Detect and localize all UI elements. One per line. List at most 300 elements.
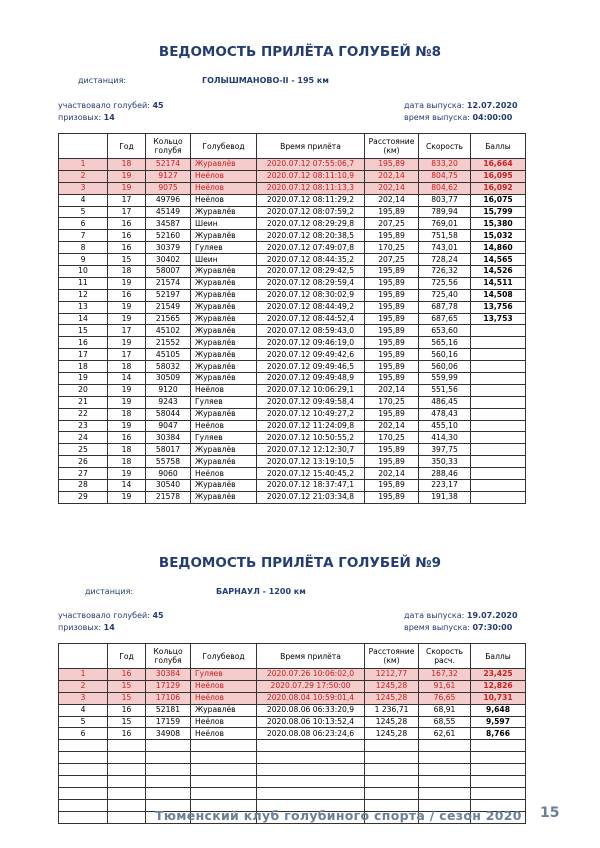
race8-header-col-speed: Скорость [419, 134, 471, 159]
race8-cell-col-distance: 170,25 [365, 432, 419, 444]
race9-cell-col-speed: 167,32 [419, 669, 471, 681]
race8-cell-col-arrival: 2020.07.12 21:03:34,8 [257, 491, 365, 503]
race8-cell-col-arrival: 2020.07.12 13:19:10,5 [257, 456, 365, 468]
race8-cell-col-arrival: 2020.07.12 10:49:27,2 [257, 408, 365, 420]
race8-cell-col-points [471, 349, 526, 361]
race9-empty-cell [59, 799, 108, 811]
race8-cell-col-year: 16 [108, 230, 146, 242]
race8-cell-col-points: 16,092 [471, 182, 526, 194]
race8-cell-col-year: 18 [108, 361, 146, 373]
race8-cell-col-distance: 195,89 [365, 456, 419, 468]
race8-cell-col-speed: 478,43 [419, 408, 471, 420]
race9-cell-col-breeder: Гуляев [191, 669, 257, 681]
race8-cell-col-speed: 223,17 [419, 480, 471, 492]
race8-cell-col-breeder: Журавлёв [191, 361, 257, 373]
race9-empty-cell [257, 776, 365, 788]
race8-cell-col-rank: 8 [59, 242, 108, 254]
race8-cell-col-distance: 195,89 [365, 313, 419, 325]
table-row [59, 182, 526, 194]
race8-cell-col-year: 17 [108, 194, 146, 206]
table-row [59, 313, 526, 325]
race8-cell-col-distance: 195,89 [365, 277, 419, 289]
race8-cell-col-ring: 30540 [146, 480, 191, 492]
race8-cell-col-ring: 21565 [146, 313, 191, 325]
race8-cell-col-speed: 728,24 [419, 254, 471, 266]
race9-cell-col-ring: 30384 [146, 669, 191, 681]
race8-cell-col-year: 17 [108, 349, 146, 361]
race9-cell-col-speed: 76,65 [419, 692, 471, 704]
empty-row [59, 787, 526, 799]
table-row [59, 206, 526, 218]
race8-cell-col-distance: 195,89 [365, 491, 419, 503]
race8-cell-col-speed: 687,78 [419, 301, 471, 313]
race8-cell-col-distance: 207,25 [365, 254, 419, 266]
race9-empty-cell [108, 799, 146, 811]
race8-cell-col-speed: 726,32 [419, 266, 471, 278]
race8-cell-col-points: 15,799 [471, 206, 526, 218]
race8-cell-col-speed: 743,01 [419, 242, 471, 254]
race8-cell-col-arrival: 2020.07.12 09:49:46,5 [257, 361, 365, 373]
race8-cell-col-rank: 24 [59, 432, 108, 444]
race9-cell-col-rank: 3 [59, 692, 108, 704]
table-row [59, 230, 526, 242]
race8-cell-col-ring: 58007 [146, 266, 191, 278]
table-row [59, 301, 526, 313]
race8-cell-col-ring: 52174 [146, 159, 191, 171]
race9-empty-cell [108, 776, 146, 788]
race8-prize: призовых: 14 [58, 113, 115, 122]
table-row [59, 692, 526, 704]
race8-cell-col-rank: 16 [59, 337, 108, 349]
race8-cell-col-ring: 9047 [146, 420, 191, 432]
race8-cell-col-year: 19 [108, 384, 146, 396]
race9-cell-col-rank: 2 [59, 680, 108, 692]
race9-header-row [59, 644, 526, 669]
race8-cell-col-breeder: Журавлёв [191, 491, 257, 503]
race9-empty-cell [365, 776, 419, 788]
race8-cell-col-points [471, 408, 526, 420]
footer-text: Тюменский клуб голубиного спорта / сезон 2020 [155, 808, 522, 823]
table-row [59, 680, 526, 692]
race9-empty-cell [471, 787, 526, 799]
race8-cell-col-rank: 15 [59, 325, 108, 337]
race8-cell-col-points [471, 468, 526, 480]
race8-cell-col-rank: 5 [59, 206, 108, 218]
race8-cell-col-year: 16 [108, 218, 146, 230]
race8-release-date: дата выпуска: 12.07.2020 [404, 101, 518, 110]
race8-cell-col-year: 19 [108, 420, 146, 432]
race8-cell-col-points [471, 325, 526, 337]
race8-header-row [59, 134, 526, 159]
race9-empty-cell [59, 740, 108, 752]
race8-cell-col-year: 17 [108, 325, 146, 337]
race9-cell-col-distance: 1212,77 [365, 669, 419, 681]
race8-cell-col-rank: 4 [59, 194, 108, 206]
race9-cell-col-breeder: Журавлёв [191, 704, 257, 716]
empty-row [59, 776, 526, 788]
race8-cell-col-distance: 195,89 [365, 301, 419, 313]
race8-cell-col-rank: 2 [59, 170, 108, 182]
race8-cell-col-distance: 195,89 [365, 337, 419, 349]
race8-cell-col-distance: 202,14 [365, 468, 419, 480]
race8-cell-col-speed: 803,77 [419, 194, 471, 206]
race8-distance-value: ГОЛЫШМАНОВО-II - 195 км [202, 76, 329, 85]
race8-cell-col-points [471, 337, 526, 349]
empty-row [59, 740, 526, 752]
race8-cell-col-speed: 565,16 [419, 337, 471, 349]
race8-cell-col-rank: 28 [59, 480, 108, 492]
race9-empty-cell [471, 752, 526, 764]
race8-cell-col-year: 18 [108, 444, 146, 456]
table-row [59, 669, 526, 681]
race8-cell-col-distance: 195,89 [365, 373, 419, 385]
race8-cell-col-points: 14,511 [471, 277, 526, 289]
race8-cell-col-distance: 195,89 [365, 206, 419, 218]
race9-cell-col-year: 15 [108, 692, 146, 704]
race9-empty-cell [419, 764, 471, 776]
race8-cell-col-breeder: Неёлов [191, 468, 257, 480]
race9-cell-col-arrival: 2020.07.26 10:06:02,0 [257, 669, 365, 681]
table-row [59, 456, 526, 468]
race8-cell-col-ring: 21574 [146, 277, 191, 289]
race8-cell-col-points: 16,075 [471, 194, 526, 206]
race9-empty-cell [365, 752, 419, 764]
race8-cell-col-speed: 559,99 [419, 373, 471, 385]
race9-distance-label: дистанция: [85, 587, 134, 596]
race9-prize: призовых: 14 [58, 623, 115, 632]
race8-distance-label: дистанция: [78, 76, 127, 85]
race8-cell-col-points: 13,753 [471, 313, 526, 325]
race8-cell-col-ring: 30402 [146, 254, 191, 266]
race9-empty-cell [257, 740, 365, 752]
race8-cell-col-arrival: 2020.07.12 08:11:29,2 [257, 194, 365, 206]
race8-cell-col-points [471, 456, 526, 468]
race8-cell-col-rank: 3 [59, 182, 108, 194]
race8-cell-col-speed: 397,75 [419, 444, 471, 456]
table-row [59, 373, 526, 385]
race8-cell-col-speed: 560,06 [419, 361, 471, 373]
race8-cell-col-rank: 26 [59, 456, 108, 468]
race9-empty-cell [257, 787, 365, 799]
race8-cell-col-points [471, 491, 526, 503]
race9-cell-col-rank: 6 [59, 728, 108, 740]
race9-empty-cell [108, 752, 146, 764]
race8-cell-col-points [471, 373, 526, 385]
race9-cell-col-breeder: Неёлов [191, 692, 257, 704]
table-row [59, 349, 526, 361]
race9-cell-col-ring: 17106 [146, 692, 191, 704]
race9-empty-cell [191, 764, 257, 776]
race8-cell-col-ring: 45102 [146, 325, 191, 337]
race9-empty-cell [257, 764, 365, 776]
table-row [59, 728, 526, 740]
race9-empty-cell [191, 752, 257, 764]
race8-cell-col-points: 13,756 [471, 301, 526, 313]
race8-cell-col-rank: 27 [59, 468, 108, 480]
race8-cell-col-breeder: Журавлёв [191, 206, 257, 218]
race8-cell-col-arrival: 2020.07.12 09:49:58,4 [257, 396, 365, 408]
race8-cell-col-ring: 21578 [146, 491, 191, 503]
race9-cell-col-points: 10,731 [471, 692, 526, 704]
race9-cell-col-arrival: 2020.08.08 06:23:24,6 [257, 728, 365, 740]
race9-cell-col-points: 9,648 [471, 704, 526, 716]
race8-cell-col-points: 15,032 [471, 230, 526, 242]
table-row [59, 361, 526, 373]
table-row [59, 277, 526, 289]
race8-cell-col-ring: 30509 [146, 373, 191, 385]
race8-cell-col-breeder: Журавлёв [191, 289, 257, 301]
race9-empty-cell [108, 764, 146, 776]
race8-cell-col-rank: 13 [59, 301, 108, 313]
race8-cell-col-rank: 7 [59, 230, 108, 242]
race8-cell-col-ring: 45149 [146, 206, 191, 218]
race8-header-col-ring: Кольцо голубя [146, 134, 191, 159]
race9-empty-cell [108, 740, 146, 752]
table-row [59, 408, 526, 420]
race8-cell-col-speed: 687,65 [419, 313, 471, 325]
race8-cell-col-breeder: Гуляев [191, 242, 257, 254]
race9-empty-cell [146, 787, 191, 799]
race8-cell-col-ring: 9060 [146, 468, 191, 480]
race9-empty-cell [471, 764, 526, 776]
race8-cell-col-year: 18 [108, 408, 146, 420]
race8-cell-col-breeder: Журавлёв [191, 301, 257, 313]
race8-cell-col-ring: 58032 [146, 361, 191, 373]
race8-cell-col-arrival: 2020.07.12 08:29:42,5 [257, 266, 365, 278]
race9-cell-col-points: 8,766 [471, 728, 526, 740]
race8-cell-col-arrival: 2020.07.12 12:12:30,7 [257, 444, 365, 456]
race8-cell-col-arrival: 2020.07.12 07:49:07,8 [257, 242, 365, 254]
race8-cell-col-rank: 18 [59, 361, 108, 373]
table-row [59, 242, 526, 254]
race9-empty-cell [365, 787, 419, 799]
race9-release-date: дата выпуска: 19.07.2020 [404, 611, 518, 620]
race8-cell-col-breeder: Журавлёв [191, 444, 257, 456]
race8-cell-col-distance: 195,89 [365, 408, 419, 420]
race8-cell-col-speed: 833,20 [419, 159, 471, 171]
race9-cell-col-speed: 62,61 [419, 728, 471, 740]
race8-cell-col-arrival: 2020.07.12 08:30:02,9 [257, 289, 365, 301]
race9-header-col-speed: Скорость расч. [419, 644, 471, 669]
race8-cell-col-rank: 20 [59, 384, 108, 396]
race9-empty-cell [419, 787, 471, 799]
race8-header-col-distance: Расстояние (км) [365, 134, 419, 159]
table-row [59, 218, 526, 230]
race9-empty-cell [471, 740, 526, 752]
race9-empty-cell [419, 752, 471, 764]
race8-cell-col-breeder: Журавлёв [191, 337, 257, 349]
race8-cell-col-distance: 202,14 [365, 182, 419, 194]
race8-cell-col-breeder: Неёлов [191, 420, 257, 432]
race8-cell-col-ring: 9127 [146, 170, 191, 182]
table-row [59, 254, 526, 266]
race9-cell-col-arrival: 2020.08.06 06:33:20,9 [257, 704, 365, 716]
race8-cell-col-distance: 170,25 [365, 396, 419, 408]
race8-cell-col-rank: 6 [59, 218, 108, 230]
race8-cell-col-points [471, 384, 526, 396]
race8-cell-col-speed: 769,01 [419, 218, 471, 230]
table-row [59, 194, 526, 206]
race9-cell-col-ring: 17159 [146, 716, 191, 728]
race8-cell-col-points [471, 361, 526, 373]
race8-cell-col-arrival: 2020.07.12 08:44:35,2 [257, 254, 365, 266]
race8-cell-col-points [471, 480, 526, 492]
race8-cell-col-ring: 58017 [146, 444, 191, 456]
table-row [59, 468, 526, 480]
race9-empty-cell [191, 776, 257, 788]
race8-cell-col-rank: 12 [59, 289, 108, 301]
race9-header-col-year: Год [108, 644, 146, 669]
race8-cell-col-arrival: 2020.07.12 08:11:10,9 [257, 170, 365, 182]
race9-empty-cell [59, 764, 108, 776]
race8-cell-col-year: 19 [108, 170, 146, 182]
race8-cell-col-year: 19 [108, 277, 146, 289]
race8-cell-col-arrival: 2020.07.12 08:44:49,2 [257, 301, 365, 313]
race8-cell-col-distance: 170,25 [365, 242, 419, 254]
race8-cell-col-arrival: 2020.07.12 08:44:52,4 [257, 313, 365, 325]
race9-cell-col-distance: 1245,28 [365, 680, 419, 692]
table-row [59, 289, 526, 301]
race8-cell-col-points: 14,565 [471, 254, 526, 266]
race9-empty-cell [146, 740, 191, 752]
race8-cell-col-breeder: Гуляев [191, 396, 257, 408]
race8-header-col-rank [59, 134, 108, 159]
race8-cell-col-year: 18 [108, 456, 146, 468]
race8-cell-col-year: 16 [108, 432, 146, 444]
race8-title: ВЕДОМОСТЬ ПРИЛЁТА ГОЛУБЕЙ №8 [158, 44, 442, 60]
table-row [59, 444, 526, 456]
race8-cell-col-speed: 560,16 [419, 349, 471, 361]
race8-cell-col-arrival: 2020.07.12 08:07:59,2 [257, 206, 365, 218]
race9-cell-col-speed: 68,55 [419, 716, 471, 728]
race8-cell-col-ring: 30379 [146, 242, 191, 254]
race9-header-col-rank [59, 644, 108, 669]
race8-cell-col-speed: 486,45 [419, 396, 471, 408]
race8-cell-col-ring: 45105 [146, 349, 191, 361]
race9-empty-cell [146, 764, 191, 776]
race9-header-col-breeder: Голубевод [191, 644, 257, 669]
race8-release-time: время выпуска: 04:00:00 [404, 113, 513, 122]
table-row [59, 420, 526, 432]
race8-cell-col-rank: 21 [59, 396, 108, 408]
race8-cell-col-breeder: Неёлов [191, 194, 257, 206]
race9-cell-col-arrival: 2020.08.06 10:13:52,4 [257, 716, 365, 728]
race9-cell-col-distance: 1 236,71 [365, 704, 419, 716]
empty-row [59, 764, 526, 776]
race9-cell-col-speed: 91,61 [419, 680, 471, 692]
race9-cell-col-points: 9,597 [471, 716, 526, 728]
race9-cell-col-year: 15 [108, 716, 146, 728]
race8-cell-col-points [471, 444, 526, 456]
race8-cell-col-speed: 414,30 [419, 432, 471, 444]
race8-cell-col-distance: 195,89 [365, 361, 419, 373]
race9-cell-col-arrival: 2020.07.29 17:50:00 [257, 680, 365, 692]
race9-cell-col-breeder: Неёлов [191, 728, 257, 740]
race9-empty-cell [108, 787, 146, 799]
race9-release-time: время выпуска: 07:30:00 [404, 623, 513, 632]
race9-cell-col-ring: 34908 [146, 728, 191, 740]
race8-cell-col-breeder: Журавлёв [191, 325, 257, 337]
race8-cell-col-year: 19 [108, 182, 146, 194]
race8-cell-col-rank: 17 [59, 349, 108, 361]
race8-cell-col-points [471, 420, 526, 432]
race9-empty-cell [365, 764, 419, 776]
race8-cell-col-year: 18 [108, 159, 146, 171]
race8-cell-col-speed: 350,33 [419, 456, 471, 468]
race9-cell-col-year: 16 [108, 669, 146, 681]
race8-cell-col-breeder: Шеин [191, 254, 257, 266]
race8-cell-col-arrival: 2020.07.12 08:29:59,4 [257, 277, 365, 289]
race8-cell-col-speed: 751,58 [419, 230, 471, 242]
race8-cell-col-distance: 195,89 [365, 480, 419, 492]
race8-cell-col-breeder: Журавлёв [191, 159, 257, 171]
race8-cell-col-ring: 21552 [146, 337, 191, 349]
race9-cell-col-ring: 52181 [146, 704, 191, 716]
race9-cell-col-points: 12,826 [471, 680, 526, 692]
race8-cell-col-speed: 653,60 [419, 325, 471, 337]
race8-cell-col-breeder: Неёлов [191, 182, 257, 194]
race9-empty-cell [59, 752, 108, 764]
race9-cell-col-ring: 17129 [146, 680, 191, 692]
race8-cell-col-ring: 9075 [146, 182, 191, 194]
race8-cell-col-speed: 551,56 [419, 384, 471, 396]
race8-cell-col-breeder: Журавлёв [191, 277, 257, 289]
race9-empty-cell [191, 787, 257, 799]
race8-table [58, 133, 526, 504]
race8-cell-col-arrival: 2020.07.12 09:49:48,9 [257, 373, 365, 385]
race8-participated: участвовало голубей: 45 [58, 101, 164, 110]
race8-cell-col-speed: 725,56 [419, 277, 471, 289]
table-row [59, 432, 526, 444]
race9-empty-cell [365, 740, 419, 752]
race8-cell-col-year: 19 [108, 491, 146, 503]
race8-cell-col-breeder: Шеин [191, 218, 257, 230]
race8-cell-col-rank: 29 [59, 491, 108, 503]
race8-cell-col-ring: 9243 [146, 396, 191, 408]
table-row [59, 170, 526, 182]
table-row [59, 704, 526, 716]
race8-cell-col-arrival: 2020.07.12 09:49:42,6 [257, 349, 365, 361]
race9-empty-cell [419, 776, 471, 788]
race9-header-col-distance: Расстояние (км) [365, 644, 419, 669]
race8-cell-col-arrival: 2020.07.12 18:37:47,1 [257, 480, 365, 492]
race8-cell-col-distance: 195,89 [365, 444, 419, 456]
race8-cell-col-distance: 195,89 [365, 159, 419, 171]
page-number: 15 [540, 805, 560, 821]
race9-cell-col-arrival: 2020.08.04 10:59:01,4 [257, 692, 365, 704]
race8-cell-col-breeder: Неёлов [191, 170, 257, 182]
race8-cell-col-speed: 288,46 [419, 468, 471, 480]
race8-cell-col-distance: 195,89 [365, 230, 419, 242]
race8-cell-col-distance: 207,25 [365, 218, 419, 230]
race8-cell-col-breeder: Гуляев [191, 432, 257, 444]
race8-cell-col-speed: 804,62 [419, 182, 471, 194]
race9-empty-cell [419, 740, 471, 752]
race8-cell-col-ring: 34587 [146, 218, 191, 230]
race9-cell-col-speed: 68,91 [419, 704, 471, 716]
race8-cell-col-speed: 725,40 [419, 289, 471, 301]
race9-title: ВЕДОМОСТЬ ПРИЛЁТА ГОЛУБЕЙ №9 [158, 555, 442, 571]
race8-cell-col-points [471, 396, 526, 408]
race8-cell-col-rank: 14 [59, 313, 108, 325]
race9-cell-col-year: 15 [108, 680, 146, 692]
race9-cell-col-distance: 1245,28 [365, 728, 419, 740]
race9-header-col-arrival: Время прилёта [257, 644, 365, 669]
race9-cell-col-breeder: Неёлов [191, 680, 257, 692]
race8-cell-col-ring: 21549 [146, 301, 191, 313]
race8-cell-col-distance: 195,89 [365, 325, 419, 337]
race8-cell-col-speed: 455,10 [419, 420, 471, 432]
